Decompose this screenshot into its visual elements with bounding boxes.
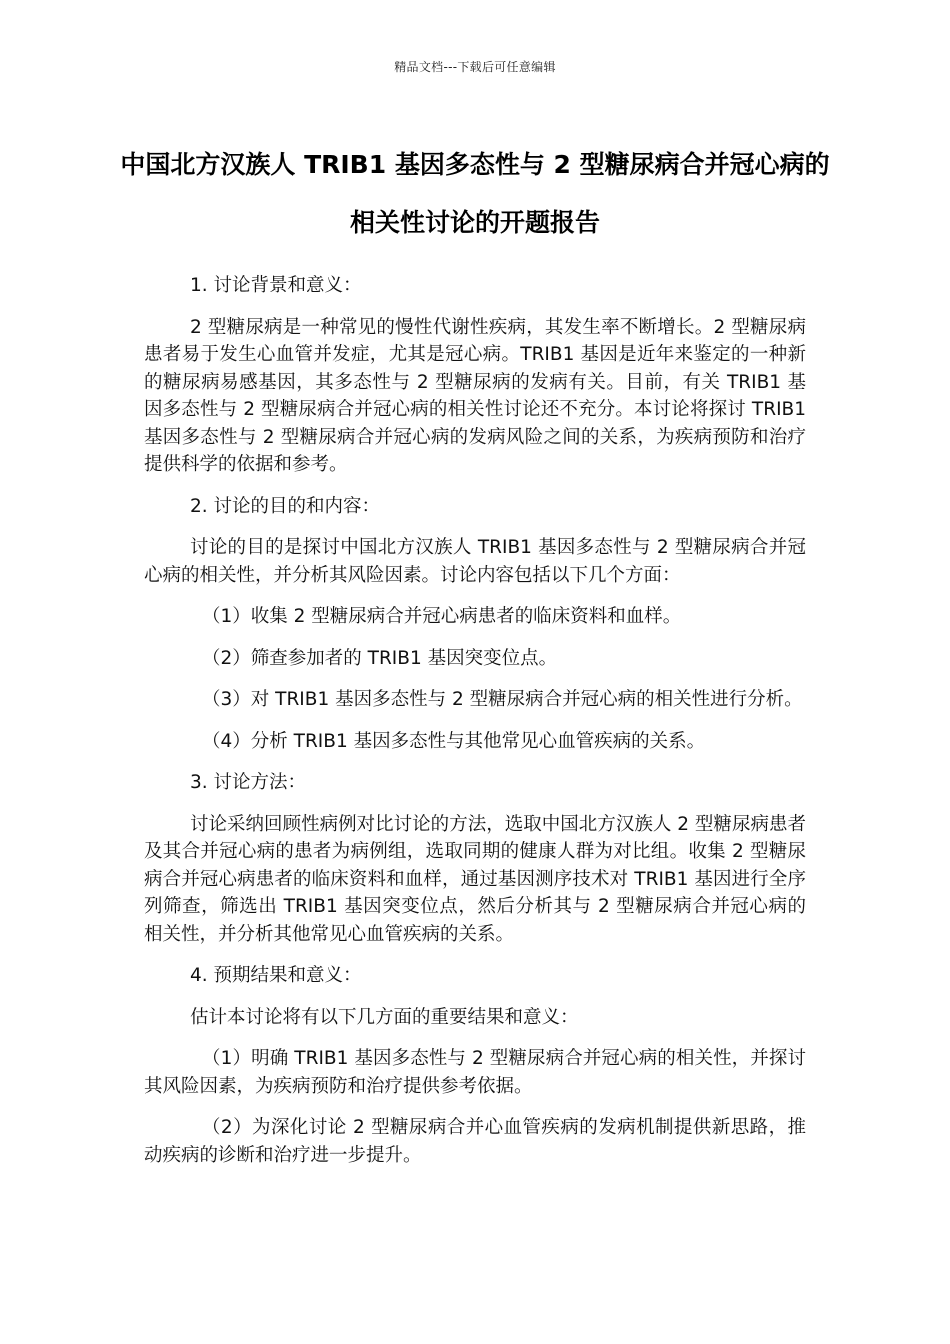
result-item-1: （1）明确 TRIB1 基因多态性与 2 型糖尿病合并冠心病的相关性，并探讨其风险因素，为疾病预防和治疗提供参考依据。 [144, 1048, 806, 1097]
section-heading-results: 4. 预期结果和意义： [190, 965, 362, 986]
paragraph-results-intro: 估计本讨论将有以下几方面的重要结果和意义： [190, 1006, 579, 1028]
list-item-1: （1）收集 2 型糖尿病合并冠心病患者的临床资料和血样。 [202, 606, 682, 627]
document-body [144, 272, 806, 1183]
list-item-3: （3）对 TRIB1 基因多态性与 2 型糖尿病合并冠心病的相关性进行分析。 [202, 689, 803, 710]
section-heading-purpose: 2. 讨论的目的和内容： [190, 495, 381, 517]
paragraph-purpose: 讨论的目的是探讨中国北方汉族人 TRIB1 基因多态性与 2 型糖尿病合并冠心病的相关性，并分析其风险因素。讨论内容包括以下几个方面： [144, 537, 806, 586]
list-item-2: （2）筛查参加者的 TRIB1 基因突变位点。 [202, 647, 558, 669]
paragraph-method: 讨论采纳回顾性病例对比讨论的方法，选取中国北方汉族人 2 型糖尿病患者及其合并冠心病的患者为病例组，选取同期的健康人群为对比组。收集 2 型糖尿病合并冠心病患者的临床资料和血样，通过基因测序技术对 TRIB1 基因进行全序列筛查，筛选出 TRIB1 基因突变位点，然后分析其与 2 型糖尿病合并冠心病的相关性，并分析其他常见心血管疾病的关系。 [144, 813, 806, 945]
section-heading-method: 3. 讨论方法： [190, 772, 307, 793]
document-title: 中国北方汉族人 TRIB1 基因多态性与 2 型糖尿病合并冠心病的相关性讨论的开题报告 [120, 150, 830, 237]
section-heading-background: 1. 讨论背景和意义： [190, 275, 362, 296]
list-item-4: （4）分析 TRIB1 基因多态性与其他常见心血管疾病的关系。 [202, 730, 706, 752]
paragraph-background: 2 型糖尿病是一种常见的慢性代谢性疾病，其发生率不断增长。2 型糖尿病患者易于发生心血管并发症，尤其是冠心病。TRIB1 基因是近年来鉴定的一种新的糖尿病易感基因，其多态性与 2 型糖尿病的发病有关。目前，有关 TRIB1 基因多态性与 2 型糖尿病合并冠心病的相关性讨论还不充分。本讨论将探讨 TRIB1 基因多态性与 2 型糖尿病合并冠心病的发病风险之间的关系，为疾病预防和治疗提供科学的依据和参考。 [144, 316, 806, 475]
result-item-2: （2）为深化讨论 2 型糖尿病合并心血管疾病的发病机制提供新思路，推动疾病的诊断和治疗进一步提升。 [144, 1117, 806, 1166]
page-header: 精品文档---下载后可任意编辑 [394, 60, 556, 74]
